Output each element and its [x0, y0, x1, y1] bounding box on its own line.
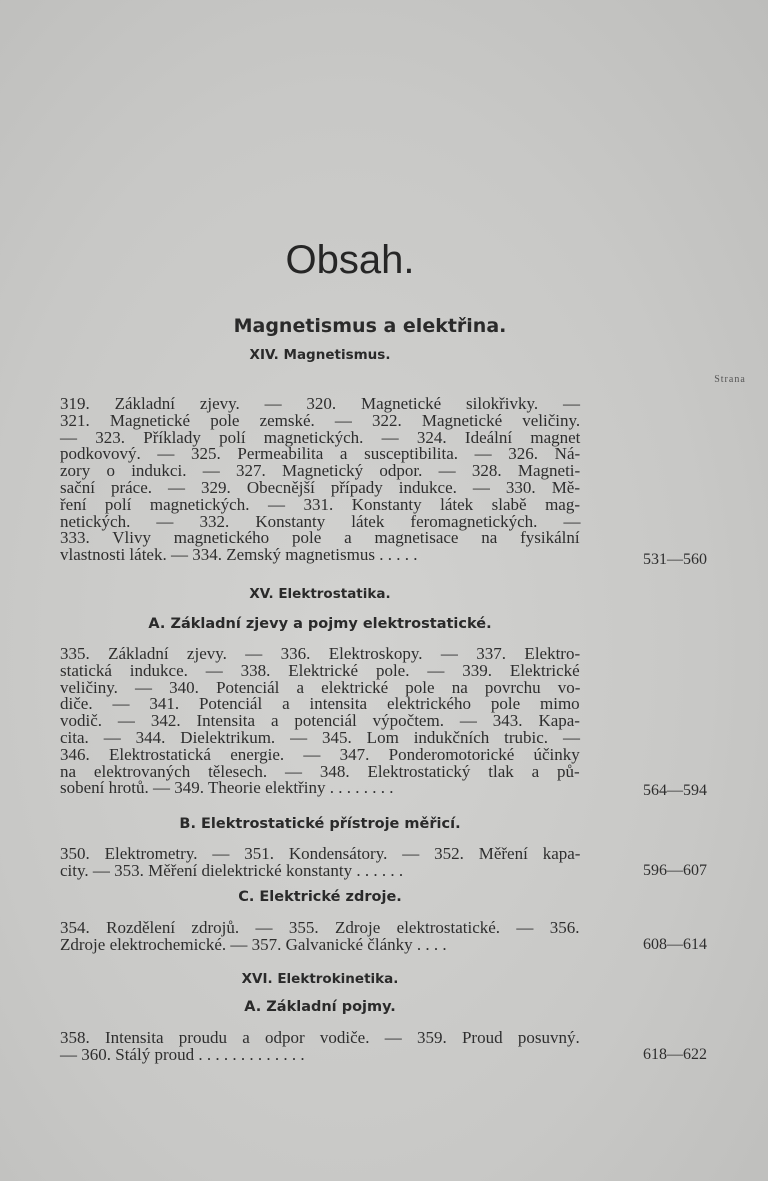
page-title: Obsah.: [285, 238, 415, 282]
toc-line: 321. Magnetické pole zemské. — 322. Magnetické veličiny.: [60, 410, 581, 430]
toc-line: 346. Elektrostatická energie. — 347. Ponderomotorické účinky: [60, 744, 580, 764]
toc-line: 335. Základní zjevy. — 336. Elektroskopy. — 337. Elektro-: [60, 644, 581, 663]
chapter-heading-xvi: XVI. Elektrokinetika.: [241, 971, 399, 987]
toc-line: veličiny. — 340. Potenciál a elektrické pole na povrchu vo-: [60, 677, 581, 697]
toc-entry-xv-a: [60, 646, 580, 797]
toc-line: cita. — 344. Dielektrikum. — 345. Lom indukčních trubic. —: [60, 727, 580, 747]
subheading-xv-b: B. Elektrostatické přístroje měřicí.: [179, 816, 461, 832]
toc-line: city. — 353. Měření dielektrické konstanty . . . . . .: [60, 860, 404, 880]
toc-entry-xv-b: [60, 846, 580, 880]
toc-entry-xv-c: [60, 920, 580, 954]
toc-line: ření polí magnetických. — 331. Konstanty látek slabě mag-: [60, 494, 581, 514]
toc-entry-xvi-a: [60, 1030, 580, 1064]
subheading-xv-c: C. Elektrické zdroje.: [238, 889, 402, 905]
page-range-xv-a: 564—594: [643, 782, 707, 799]
toc-line: sační práce. — 329. Obecnější případy indukce. — 330. Mě-: [60, 477, 581, 497]
toc-line: 319. Základní zjevy. — 320. Magnetické silokřivky. —: [60, 394, 580, 413]
toc-line: zory o indukci. — 327. Magnetický odpor. — 328. Magneti-: [60, 461, 581, 481]
toc-line: sobení hrotů. — 349. Theorie elektřiny . . . . . . . .: [60, 778, 394, 798]
toc-line: diče. — 341. Potenciál a intensita elektrického pole mimo: [60, 694, 580, 714]
subheading-xv-a: A. Základní zjevy a pojmy elektrostatické.: [148, 616, 492, 632]
toc-line: statická indukce. — 338. Elektrické pole. — 339. Elektrické: [60, 660, 580, 680]
page-range-xv-c: 608—614: [643, 936, 707, 953]
toc-line: netických. — 332. Konstanty látek feromagnetických. —: [60, 511, 581, 531]
toc-line: 358. Intensita proudu a odpor vodiče. — 359. Proud posuvný.: [60, 1028, 580, 1047]
page-range-xv-b: 596—607: [643, 862, 707, 879]
toc-line: 354. Rozdělení zdrojů. — 355. Zdroje elektrostatické. — 356.: [60, 918, 580, 937]
toc-line: vodič. — 342. Intensita a potenciál výpočtem. — 343. Kapa-: [60, 711, 580, 731]
toc-line: — 360. Stálý proud . . . . . . . . . . . . .: [60, 1044, 305, 1064]
toc-line: Zdroje elektrochemické. — 357. Galvanické články . . . .: [60, 934, 447, 954]
page-range-xvi-a: 618—622: [643, 1046, 707, 1063]
toc-line: podkovový. — 325. Permeabilita a susceptibilita. — 326. Ná-: [60, 444, 581, 464]
page-range-xiv: 531—560: [643, 551, 707, 568]
toc-line: — 323. Příklady polí magnetických. — 324. Ideální magnet: [60, 427, 581, 447]
page-column-header: Strana: [714, 374, 746, 385]
part-title: Magnetismus a elektřina.: [233, 315, 507, 337]
toc-line: vlastnosti látek. — 334. Zemský magnetismus . . . . .: [60, 545, 418, 565]
toc-line: 350. Elektrometry. — 351. Kondensátory. — 352. Měření kapa-: [60, 844, 581, 863]
subheading-xvi-a: A. Základní pojmy.: [244, 999, 396, 1015]
chapter-heading-xv: XV. Elektrostatika.: [249, 586, 391, 602]
chapter-heading-xiv: XIV. Magnetismus.: [249, 347, 391, 363]
toc-entry-xiv: [60, 396, 580, 564]
toc-line: na elektrovaných tělesech. — 348. Elektrostatický tlak a pů-: [60, 761, 580, 781]
toc-line: 333. Vlivy magnetického pole a magnetisace na fysikální: [60, 528, 580, 548]
